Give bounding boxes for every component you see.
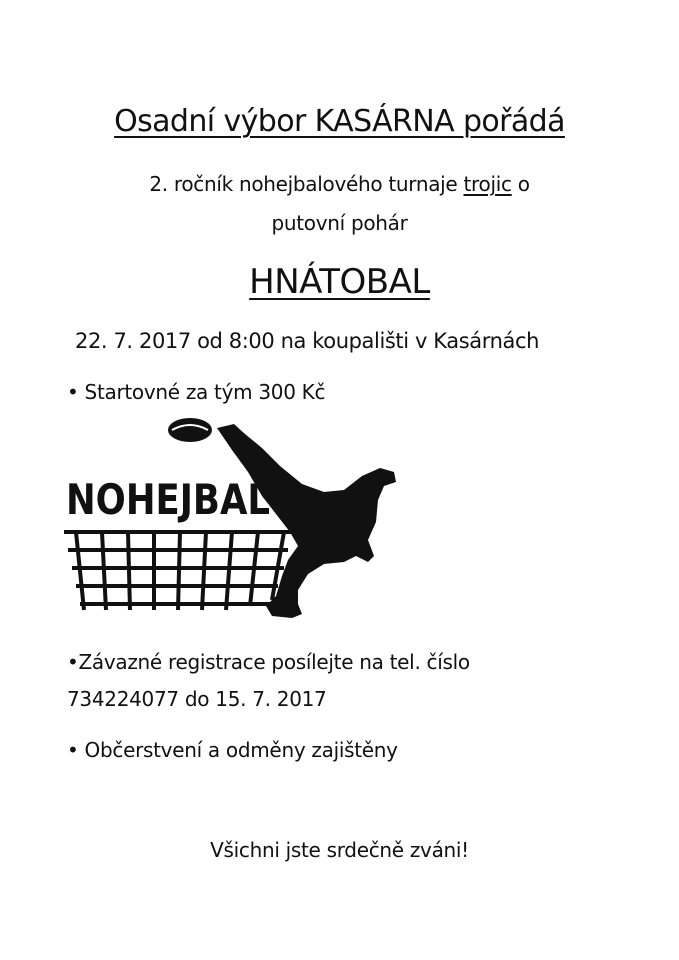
- bullet-registration-line2: 734224077 do 15. 7. 2017: [67, 687, 327, 711]
- description-text-before: 2. ročník nohejbalového turnaje: [149, 172, 464, 196]
- description-underlined-word: trojic: [463, 172, 512, 196]
- tournament-title-text: HNÁTOBAL: [249, 262, 430, 302]
- event-organizer-heading: [0, 104, 679, 139]
- bullet-refreshments: • Občerstvení a odměny zajištěny: [67, 738, 398, 762]
- date-location-line: 22. 7. 2017 od 8:00 na koupališti v Kasárnách: [75, 329, 540, 353]
- description-text-after: o: [511, 172, 530, 196]
- nohejbal-logo: [62, 410, 407, 630]
- ball-icon: [168, 418, 212, 442]
- tournament-title: [0, 262, 679, 302]
- tournament-description-line2: putovní pohár: [271, 211, 408, 235]
- bullet-entry-fee: • Startovné za tým 300 Kč: [67, 380, 326, 404]
- logo-text: NOHEJBAL: [66, 475, 270, 524]
- heading-text: Osadní výbor KASÁRNA pořádá: [114, 104, 565, 139]
- net-icon: [64, 532, 292, 610]
- tournament-description-line1: [0, 172, 679, 196]
- closing-invitation: Všichni jste srdečně zváni!: [210, 838, 469, 862]
- bullet-registration-line1: •Závazné registrace posílejte na tel. číslo: [67, 650, 470, 674]
